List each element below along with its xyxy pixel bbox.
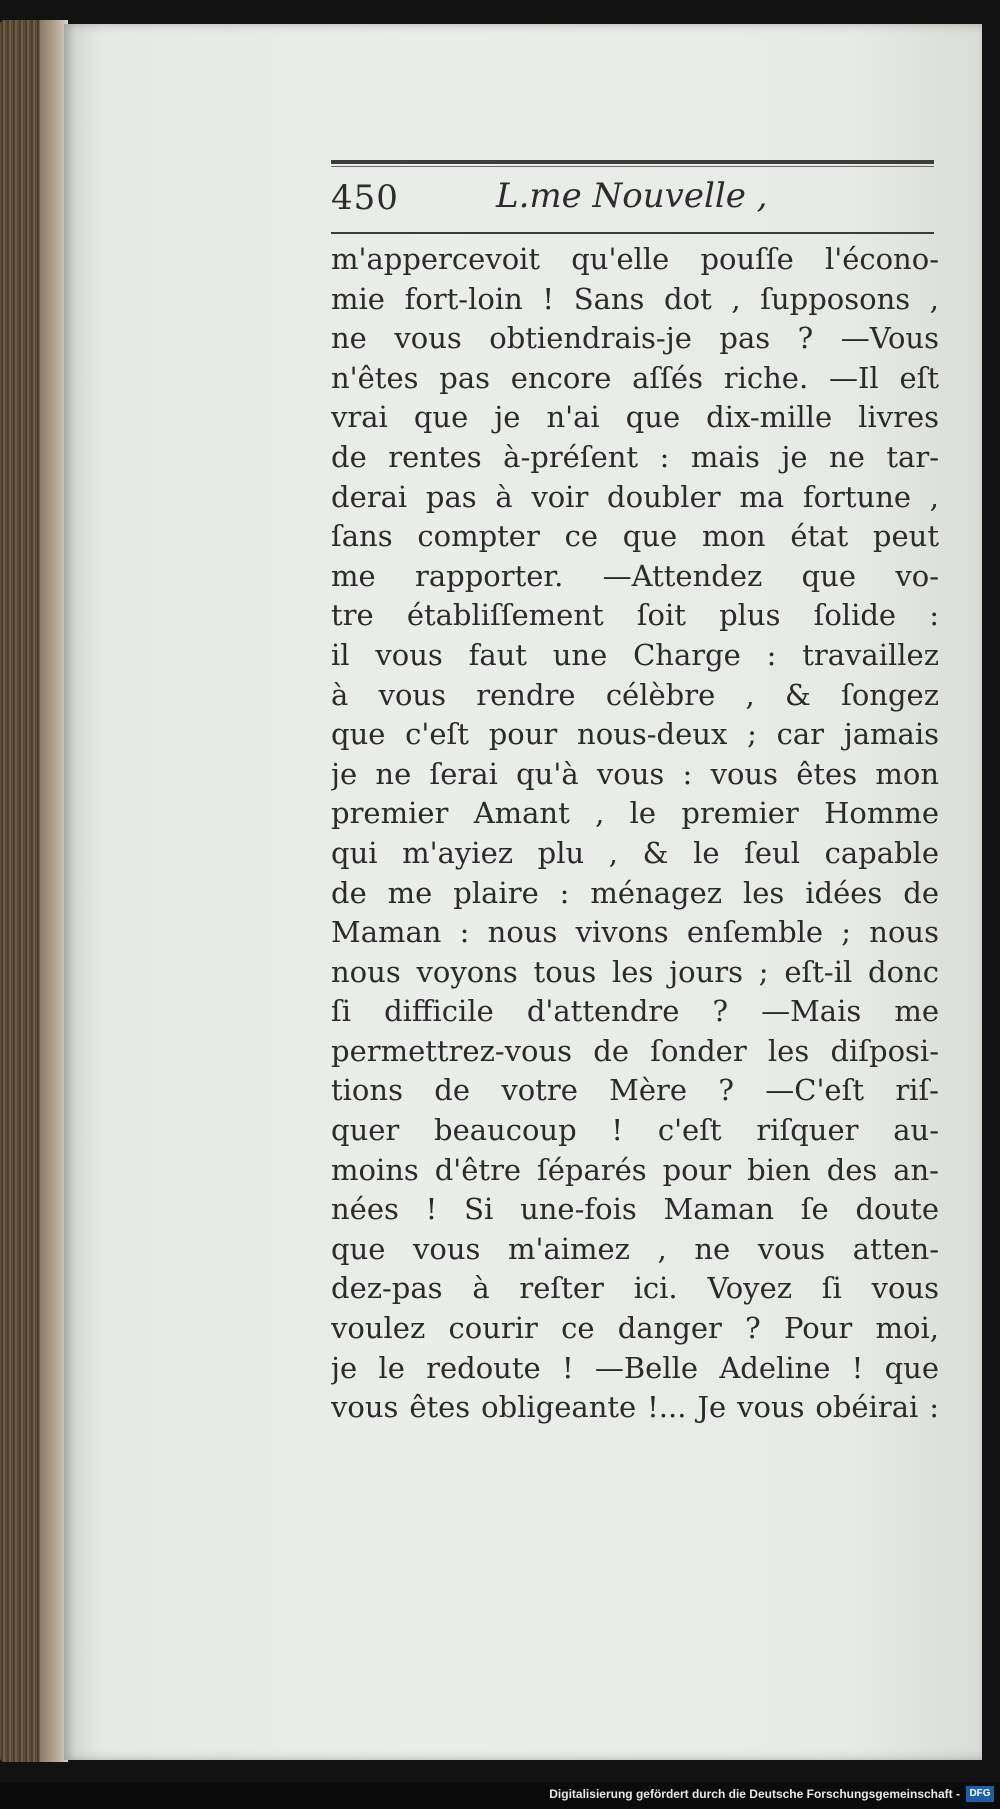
running-title: L.me Nouvelle , [496,176,768,216]
text-line: voulez courir ce danger ? Pour moi, [331,1311,939,1346]
text-line: il vous faut une Charge : travaillez [331,637,939,672]
text-line: tions de votre Mère ? —C'eſt riſ- [331,1073,939,1108]
text-line: nous voyons tous les jours ; eſt-il donc [331,954,939,989]
text-line: me rapporter. —Attendez que vo- [331,558,939,593]
text-line: Maman : nous vivons enſemble ; nous [331,915,939,950]
text-line: je ne ſerai qu'à vous : vous êtes mon [331,756,939,791]
running-head [331,174,934,224]
dfg-logo: DFG [966,1786,994,1802]
body-text [331,240,939,1428]
text-line: moins d'être ſéparés pour bien des an- [331,1152,939,1187]
funding-credit: Digitalisierung gefördert durch die Deutsche Forschungsgemeinschaft - [549,1787,960,1801]
text-line: n'êtes pas encore aſſés riche. —Il eſt [331,360,939,395]
footer-bar [0,1782,1000,1809]
text-line: premier Amant , le premier Homme [331,796,939,831]
text-line: permettrez-vous de ſonder les diſposi- [331,1033,939,1068]
text-line: que vous m'aimez , ne vous atten- [331,1231,939,1266]
text-line: que c'eſt pour nous-deux ; car jamais [331,717,939,752]
header-rule-top [331,160,934,164]
text-line: mie fort-loin ! Sans dot , ſupposons , [331,281,939,316]
text-line: m'appercevoit qu'elle pouſſe l'écono- [331,242,939,276]
text-line: vous êtes obligeante !... Je vous obéirai : [331,1390,939,1425]
text-line: ſans compter ce que mon état peut [331,519,939,554]
text-line: nées ! Si une-fois Maman ſe doute [331,1192,939,1227]
text-line: qui m'ayiez plu , & le ſeul capable [331,835,939,870]
text-line: quer beaucoup ! c'eſt riſquer au- [331,1113,939,1148]
text-line: de me plaire : ménagez les idées de [331,875,939,910]
text-line: dez-pas à reſter ici. Voyez ſi vous [331,1271,939,1306]
header-rule-bottom [331,232,934,234]
text-line: ſi difficile d'attendre ? —Mais me [331,994,939,1029]
text-line: je le redoute ! —Belle Adeline ! que [331,1350,939,1385]
text-line: ne vous obtiendrais-je pas ? —Vous [331,321,939,356]
text-line: vrai que je n'ai que dix-mille livres [331,400,939,435]
page-number: 450 [331,178,399,218]
text-line: à vous rendre célèbre , & ſongez [331,677,939,712]
text-line: tre établiſſement ſoit plus ſolide : [331,598,939,633]
text-line: derai pas à voir doubler ma fortune , [331,479,939,514]
text-line: de rentes à-préſent : mais je ne tar- [331,439,939,474]
